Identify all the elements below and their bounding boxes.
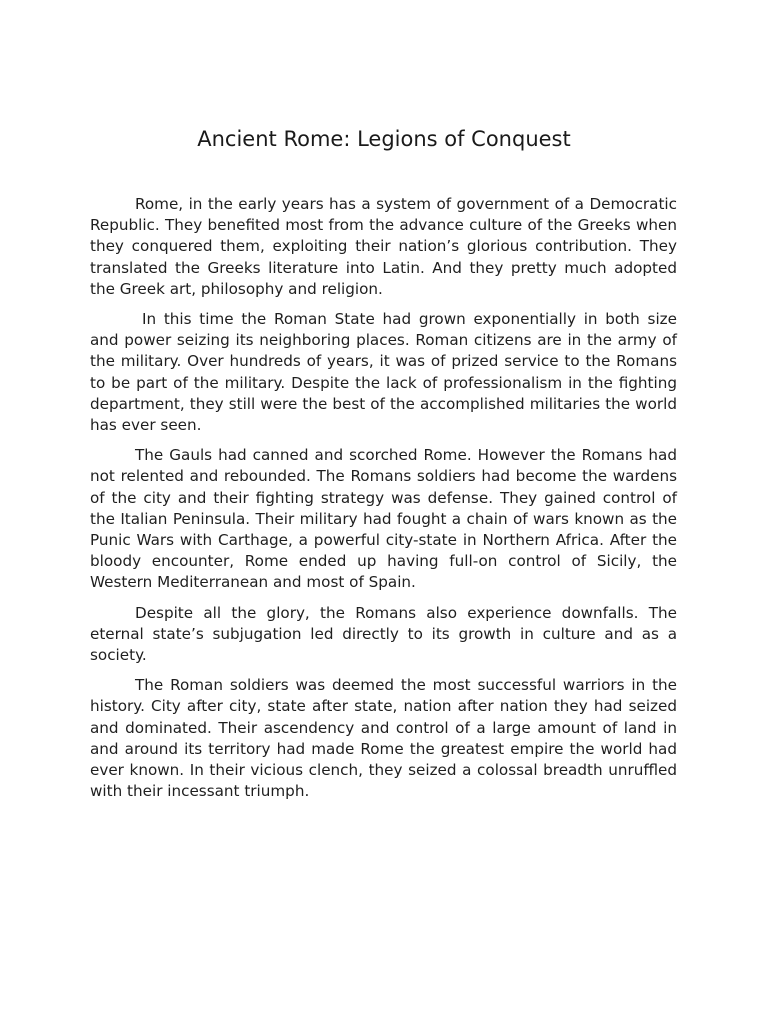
paragraph-2: In this time the Roman State had grown exponentially in both size and power seizing its neighboring places. Roman citizens are in the army of the military. Over hundreds of years, it was of prized service to the Romans to be part of the military. Despite the lack of professionalism in the fighting department, they still were the best of the accomplished militaries the world has ever seen. [90,310,677,435]
paragraph-1: Rome, in the early years has a system of government of a Democratic Republic. They benefited most from the advance culture of the Greeks when they conquered them, exploiting their nation’s glorious contribution. They translated the Greeks literature into Latin. And they pretty much adopted the Greek art, philosophy and religion. [90,195,677,298]
document-title: Ancient Rome: Legions of Conquest [197,127,571,151]
paragraph-5: The Roman soldiers was deemed the most successful warriors in the history. City after city, state after state, nation after nation they had seized and dominated. Their ascendency and control of a large amount of land in and around its territory had made Rome the greatest empire the world had ever known. In their vicious clench, they seized a colossal breadth unruffled with their incessant triumph. [90,676,677,801]
document-body [90,194,677,811]
paragraph-3: The Gauls had canned and scorched Rome. However the Romans had not relented and rebounded. The Romans soldiers had become the wardens of the city and their fighting strategy was defense. They gained control of the Italian Peninsula. Their military had fought a chain of wars known as the Punic Wars with Carthage, a powerful city-state in Northern Africa. After the bloody encounter, Rome ended up having full-on control of Sicily, the Western Mediterranean and most of Spain. [90,446,677,592]
paragraph-4: Despite all the glory, the Romans also experience downfalls. The eternal state’s subjugation led directly to its growth in culture and as a society. [90,603,677,665]
